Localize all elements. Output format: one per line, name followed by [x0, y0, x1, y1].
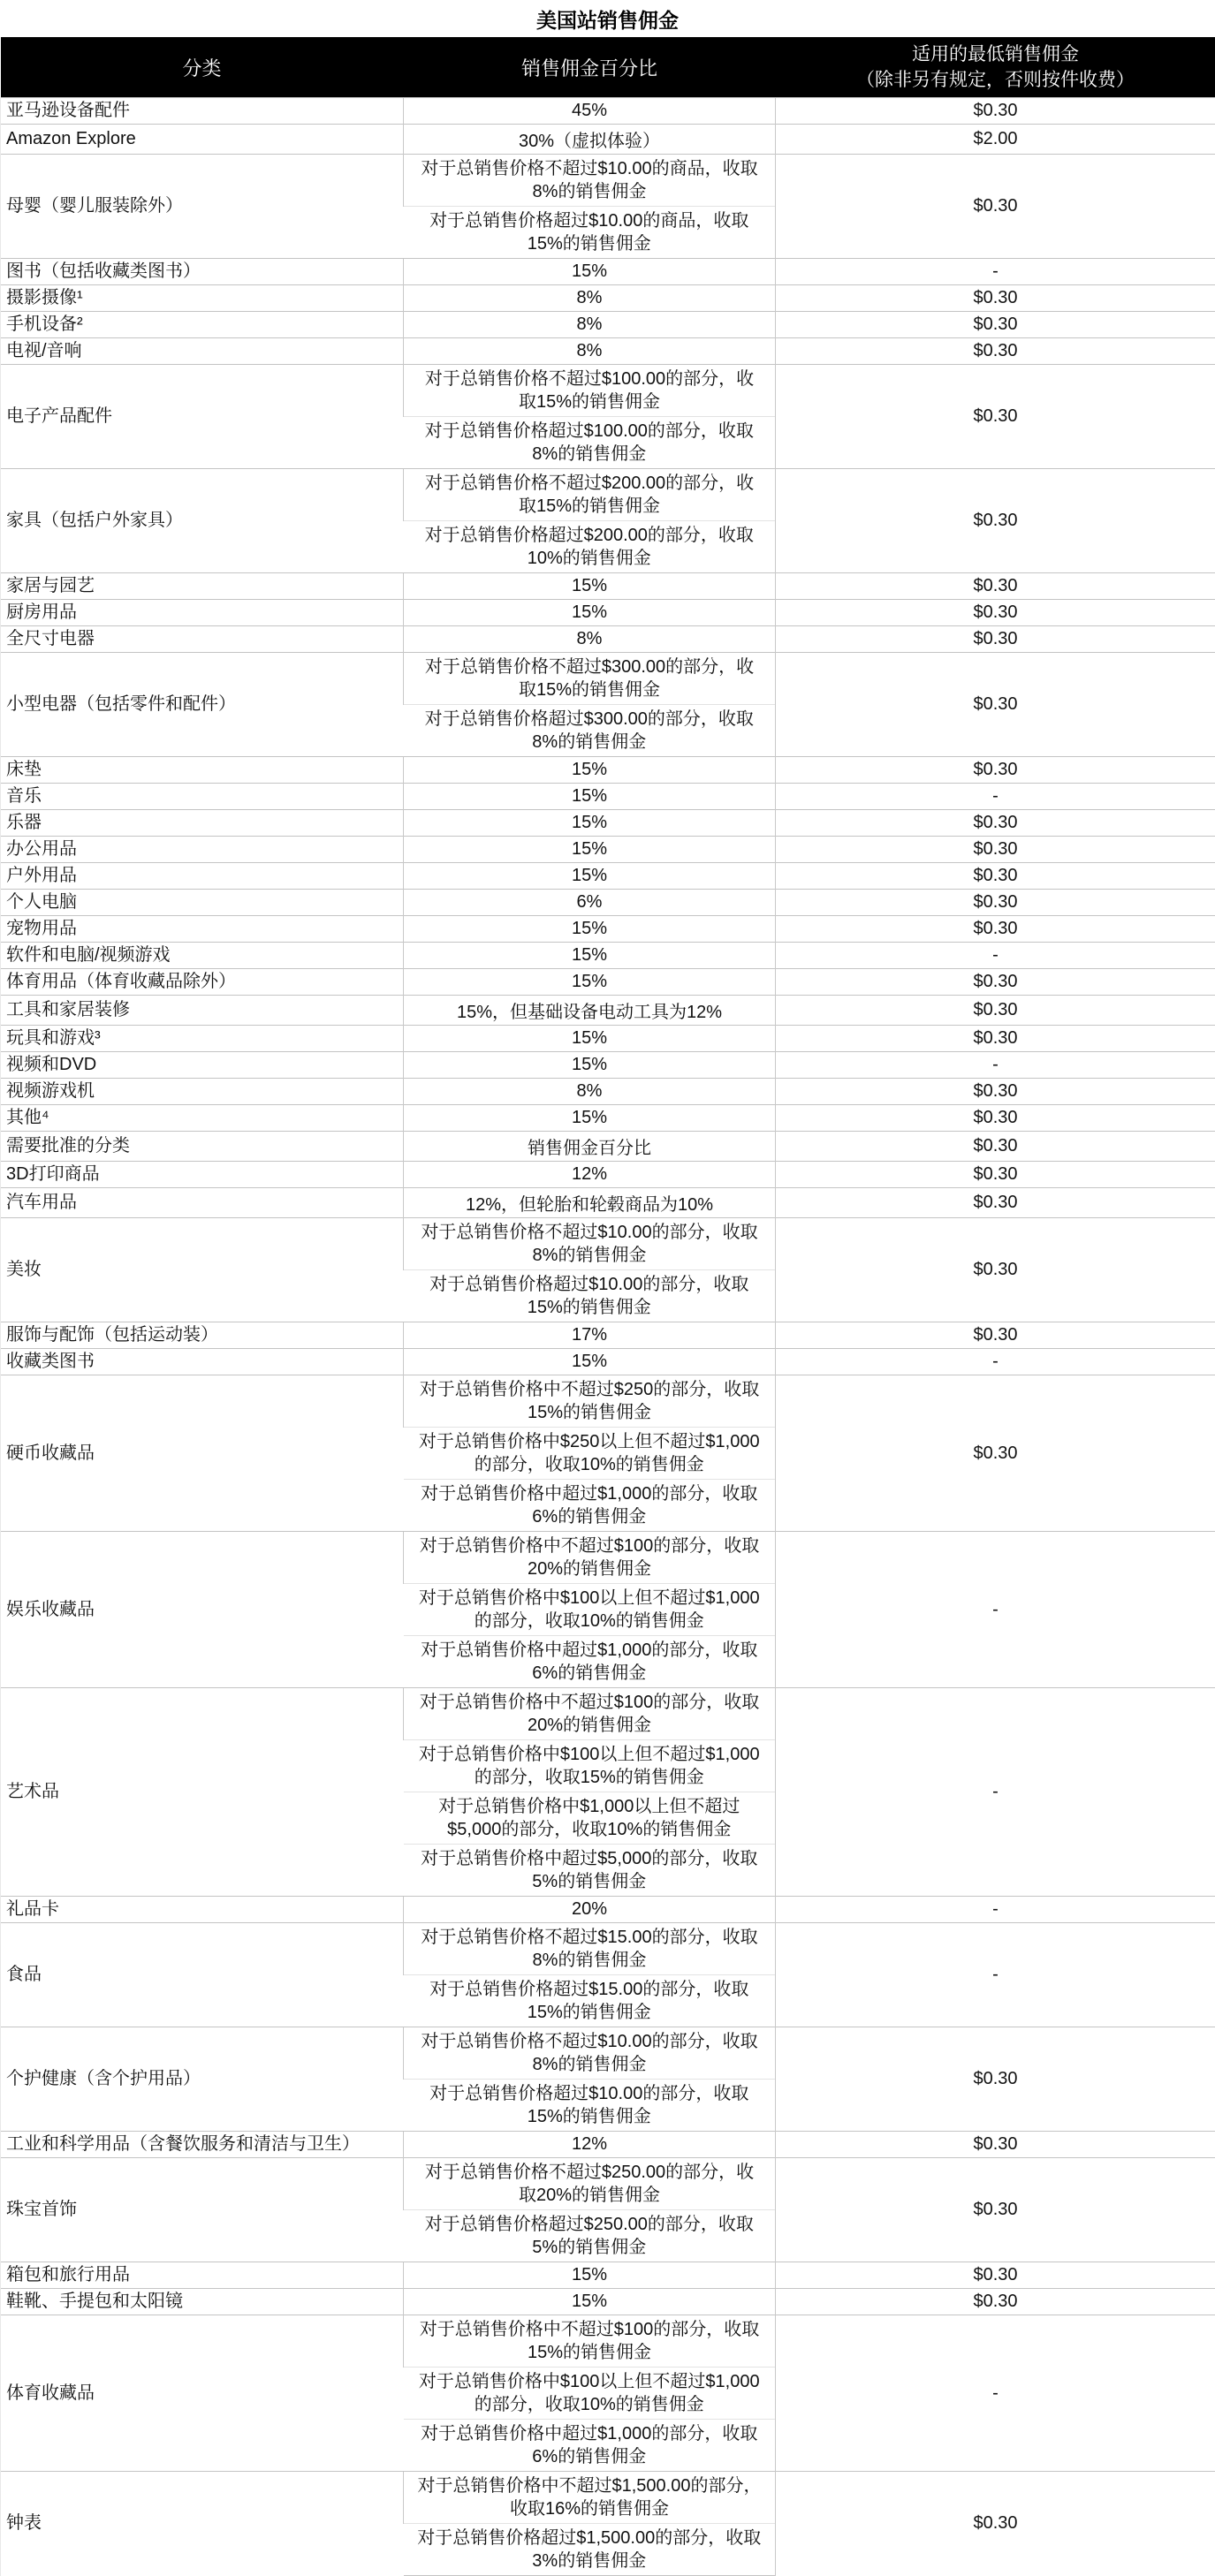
header-category: 分类: [1, 37, 404, 98]
rate-cell: 对于总销售价格中不超过$100的部分，收取20%的销售佣金: [404, 1532, 776, 1584]
min-fee-cell: -: [776, 1688, 1215, 1897]
table-row: [1, 653, 1215, 705]
rate-cell: 对于总销售价格超过$100.00的部分，收取8%的销售佣金: [404, 417, 776, 469]
table-row: [1, 810, 1215, 837]
category-cell: 3D打印商品: [1, 1162, 404, 1188]
table-row: [1, 1188, 1215, 1218]
rate-cell: 对于总销售价格不超过$100.00的部分，收取15%的销售佣金: [404, 365, 776, 417]
rate-cell: 15%: [404, 573, 776, 600]
rate-cell: 6%: [404, 890, 776, 916]
table-row: [1, 365, 1215, 417]
min-fee-cell: $0.30: [776, 312, 1215, 338]
table-row: [1, 1897, 1215, 1923]
table-row: [1, 784, 1215, 810]
rate-cell: 15%: [404, 2289, 776, 2315]
min-fee-cell: $0.30: [776, 863, 1215, 890]
table-row: [1, 863, 1215, 890]
table-row: [1, 1026, 1215, 1052]
min-fee-cell: $0.30: [776, 1162, 1215, 1188]
category-cell: 鞋靴、手提包和太阳镜: [1, 2289, 404, 2315]
rate-cell: 15%: [404, 259, 776, 285]
rate-cell: 17%: [404, 1322, 776, 1349]
rate-cell: 15%，但基础设备电动工具为12%: [404, 996, 776, 1026]
rate-cell: 对于总销售价格中不超过$250的部分，收取15%的销售佣金: [404, 1375, 776, 1428]
rate-cell: 对于总销售价格不超过$10.00的部分，收取8%的销售佣金: [404, 1218, 776, 1270]
category-cell: 母婴（婴儿服装除外）: [1, 155, 404, 259]
rate-cell: 30%（虚拟体验）: [404, 125, 776, 155]
rate-cell: 对于总销售价格超过$15.00的部分，收取15%的销售佣金: [404, 1975, 776, 2027]
min-fee-cell: $0.30: [776, 1322, 1215, 1349]
category-cell: 亚马逊设备配件: [1, 98, 404, 125]
table-row: [1, 600, 1215, 626]
rate-cell: 对于总销售价格超过$1,500.00的部分，收取3%的销售佣金: [404, 2524, 776, 2576]
min-fee-cell: $0.30: [776, 1375, 1215, 1532]
category-cell: 小型电器（包括零件和配件）: [1, 653, 404, 757]
category-cell: 娱乐收藏品: [1, 1532, 404, 1688]
category-cell: 户外用品: [1, 863, 404, 890]
min-fee-cell: $0.30: [776, 469, 1215, 573]
min-fee-cell: -: [776, 1052, 1215, 1079]
rate-cell: 对于总销售价格中不超过$100的部分，收取15%的销售佣金: [404, 2315, 776, 2368]
rate-cell: 15%: [404, 1105, 776, 1132]
rate-cell: 15%: [404, 600, 776, 626]
category-cell: 家居与园艺: [1, 573, 404, 600]
category-cell: 汽车用品: [1, 1188, 404, 1218]
min-fee-cell: -: [776, 1897, 1215, 1923]
category-cell: 乐器: [1, 810, 404, 837]
table-row: [1, 338, 1215, 365]
rate-cell: 对于总销售价格超过$10.00的部分，收取15%的销售佣金: [404, 2080, 776, 2132]
table-row: [1, 2158, 1215, 2210]
rate-cell: 12%，但轮胎和轮毂商品为10%: [404, 1188, 776, 1218]
rate-cell: 对于总销售价格中超过$5,000的部分，收取5%的销售佣金: [404, 1845, 776, 1897]
table-row: [1, 969, 1215, 996]
category-cell: 钟表: [1, 2472, 404, 2576]
table-row: [1, 573, 1215, 600]
table-row: [1, 312, 1215, 338]
rate-cell: 15%: [404, 1349, 776, 1375]
table-row: [1, 2027, 1215, 2080]
rate-cell: 15%: [404, 837, 776, 863]
category-cell: 需要批准的分类: [1, 1132, 404, 1162]
fee-table: [0, 37, 1215, 2576]
table-row: [1, 626, 1215, 653]
min-fee-cell: $0.30: [776, 757, 1215, 784]
rate-cell: 12%: [404, 2132, 776, 2158]
category-cell: 全尺寸电器: [1, 626, 404, 653]
page-title: 美国站销售佣金: [0, 0, 1215, 37]
header-min-fee-line1: 适用的最低销售佣金: [781, 42, 1211, 67]
rate-cell: 对于总销售价格超过$10.00的商品，收取15%的销售佣金: [404, 207, 776, 259]
category-cell: 手机设备²: [1, 312, 404, 338]
table-row: [1, 2262, 1215, 2289]
table-row: [1, 1162, 1215, 1188]
rate-cell: 12%: [404, 1162, 776, 1188]
rate-cell: 15%: [404, 1026, 776, 1052]
min-fee-cell: $0.30: [776, 626, 1215, 653]
min-fee-cell: -: [776, 784, 1215, 810]
min-fee-cell: $0.30: [776, 1132, 1215, 1162]
category-cell: 工具和家居装修: [1, 996, 404, 1026]
min-fee-cell: -: [776, 1923, 1215, 2027]
rate-cell: 8%: [404, 1079, 776, 1105]
category-cell: 视频游戏机: [1, 1079, 404, 1105]
category-cell: 食品: [1, 1923, 404, 2027]
category-cell: 家具（包括户外家具）: [1, 469, 404, 573]
rate-cell: 8%: [404, 312, 776, 338]
min-fee-cell: $0.30: [776, 653, 1215, 757]
category-cell: 视频和DVD: [1, 1052, 404, 1079]
table-row: [1, 890, 1215, 916]
min-fee-cell: -: [776, 2315, 1215, 2472]
table-row: [1, 2315, 1215, 2368]
category-cell: 宠物用品: [1, 916, 404, 943]
table-row: [1, 1322, 1215, 1349]
min-fee-cell: $0.30: [776, 837, 1215, 863]
category-cell: 个护健康（含个护用品）: [1, 2027, 404, 2132]
min-fee-cell: $0.30: [776, 916, 1215, 943]
min-fee-cell: $0.30: [776, 155, 1215, 259]
category-cell: 音乐: [1, 784, 404, 810]
min-fee-cell: $2.00: [776, 125, 1215, 155]
rate-cell: 15%: [404, 1052, 776, 1079]
rate-cell: 15%: [404, 784, 776, 810]
category-cell: 办公用品: [1, 837, 404, 863]
min-fee-cell: $0.30: [776, 338, 1215, 365]
category-cell: 箱包和旅行用品: [1, 2262, 404, 2289]
rate-cell: 对于总销售价格不超过$15.00的部分，收取8%的销售佣金: [404, 1923, 776, 1975]
table-row: [1, 1532, 1215, 1584]
category-cell: 图书（包括收藏类图书）: [1, 259, 404, 285]
category-cell: Amazon Explore: [1, 125, 404, 155]
table-row: [1, 943, 1215, 969]
header-row: [1, 37, 1215, 98]
table-row: [1, 1132, 1215, 1162]
table-row: [1, 125, 1215, 155]
table-row: [1, 1218, 1215, 1270]
category-cell: 收藏类图书: [1, 1349, 404, 1375]
rate-cell: 对于总销售价格中超过$1,000的部分，收取6%的销售佣金: [404, 1636, 776, 1688]
rate-cell: 20%: [404, 1897, 776, 1923]
min-fee-cell: $0.30: [776, 969, 1215, 996]
table-row: [1, 155, 1215, 207]
rate-cell: 8%: [404, 285, 776, 312]
min-fee-cell: $0.30: [776, 2132, 1215, 2158]
min-fee-cell: $0.30: [776, 890, 1215, 916]
min-fee-cell: $0.30: [776, 1079, 1215, 1105]
table-row: [1, 1052, 1215, 1079]
rate-cell: 15%: [404, 2262, 776, 2289]
min-fee-cell: -: [776, 1349, 1215, 1375]
rate-cell: 对于总销售价格中$250以上但不超过$1,000的部分，收取10%的销售佣金: [404, 1428, 776, 1480]
min-fee-cell: $0.30: [776, 1105, 1215, 1132]
category-cell: 体育用品（体育收藏品除外）: [1, 969, 404, 996]
min-fee-cell: $0.30: [776, 285, 1215, 312]
rate-cell: 销售佣金百分比: [404, 1132, 776, 1162]
rate-cell: 15%: [404, 916, 776, 943]
category-cell: 玩具和游戏³: [1, 1026, 404, 1052]
category-cell: 体育收藏品: [1, 2315, 404, 2472]
category-cell: 电视/音响: [1, 338, 404, 365]
category-cell: 电子产品配件: [1, 365, 404, 469]
rate-cell: 对于总销售价格中不超过$1,500.00的部分，收取16%的销售佣金: [404, 2472, 776, 2524]
table-row: [1, 1349, 1215, 1375]
fee-table-body: [1, 98, 1215, 2576]
min-fee-cell: $0.30: [776, 2262, 1215, 2289]
table-row: [1, 98, 1215, 125]
rate-cell: 15%: [404, 969, 776, 996]
category-cell: 个人电脑: [1, 890, 404, 916]
category-cell: 床垫: [1, 757, 404, 784]
category-cell: 硬币收藏品: [1, 1375, 404, 1532]
table-row: [1, 1105, 1215, 1132]
category-cell: 厨房用品: [1, 600, 404, 626]
min-fee-cell: $0.30: [776, 1218, 1215, 1322]
table-row: [1, 996, 1215, 1026]
table-row: [1, 837, 1215, 863]
table-row: [1, 2289, 1215, 2315]
table-row: [1, 285, 1215, 312]
table-row: [1, 259, 1215, 285]
header-min-fee-line2: （除非另有规定，否则按件收费）: [781, 67, 1211, 93]
min-fee-cell: $0.30: [776, 600, 1215, 626]
min-fee-cell: $0.30: [776, 365, 1215, 469]
rate-cell: 对于总销售价格中$1,000以上但不超过$5,000的部分，收取10%的销售佣金: [404, 1792, 776, 1845]
rate-cell: 45%: [404, 98, 776, 125]
min-fee-cell: -: [776, 1532, 1215, 1688]
rate-cell: 对于总销售价格超过$10.00的部分，收取15%的销售佣金: [404, 1270, 776, 1322]
min-fee-cell: -: [776, 943, 1215, 969]
category-cell: 摄影摄像¹: [1, 285, 404, 312]
table-row: [1, 916, 1215, 943]
rate-cell: 对于总销售价格不超过$10.00的部分，收取8%的销售佣金: [404, 2027, 776, 2080]
min-fee-cell: $0.30: [776, 2158, 1215, 2262]
rate-cell: 对于总销售价格中超过$1,000的部分，收取6%的销售佣金: [404, 2420, 776, 2472]
rate-cell: 对于总销售价格超过$300.00的部分，收取8%的销售佣金: [404, 705, 776, 757]
min-fee-cell: $0.30: [776, 2472, 1215, 2576]
category-cell: 软件和电脑/视频游戏: [1, 943, 404, 969]
category-cell: 艺术品: [1, 1688, 404, 1897]
rate-cell: 15%: [404, 863, 776, 890]
rate-cell: 8%: [404, 338, 776, 365]
header-min-fee: [776, 37, 1215, 98]
table-row: [1, 757, 1215, 784]
min-fee-cell: $0.30: [776, 1188, 1215, 1218]
min-fee-cell: $0.30: [776, 2289, 1215, 2315]
rate-cell: 对于总销售价格超过$200.00的部分，收取10%的销售佣金: [404, 521, 776, 573]
table-row: [1, 2132, 1215, 2158]
category-cell: 礼品卡: [1, 1897, 404, 1923]
rate-cell: 15%: [404, 810, 776, 837]
table-row: [1, 1923, 1215, 1975]
header-rate: 销售佣金百分比: [404, 37, 776, 98]
min-fee-cell: -: [776, 259, 1215, 285]
min-fee-cell: $0.30: [776, 573, 1215, 600]
min-fee-cell: $0.30: [776, 1026, 1215, 1052]
rate-cell: 对于总销售价格中不超过$100的部分，收取20%的销售佣金: [404, 1688, 776, 1740]
category-cell: 美妆: [1, 1218, 404, 1322]
rate-cell: 8%: [404, 626, 776, 653]
min-fee-cell: $0.30: [776, 996, 1215, 1026]
table-row: [1, 1688, 1215, 1740]
rate-cell: 对于总销售价格超过$250.00的部分，收取5%的销售佣金: [404, 2210, 776, 2262]
rate-cell: 对于总销售价格不超过$300.00的部分，收取15%的销售佣金: [404, 653, 776, 705]
rate-cell: 对于总销售价格中$100以上但不超过$1,000的部分，收取10%的销售佣金: [404, 2368, 776, 2420]
min-fee-cell: $0.30: [776, 98, 1215, 125]
rate-cell: 对于总销售价格不超过$250.00的部分，收取20%的销售佣金: [404, 2158, 776, 2210]
rate-cell: 对于总销售价格不超过$200.00的部分，收取15%的销售佣金: [404, 469, 776, 521]
table-row: [1, 1079, 1215, 1105]
rate-cell: 15%: [404, 757, 776, 784]
table-row: [1, 1375, 1215, 1428]
category-cell: 工业和科学用品（含餐饮服务和清洁与卫生）: [1, 2132, 404, 2158]
rate-cell: 对于总销售价格中$100以上但不超过$1,000的部分，收取15%的销售佣金: [404, 1740, 776, 1792]
table-row: [1, 2472, 1215, 2524]
rate-cell: 对于总销售价格中$100以上但不超过$1,000的部分，收取10%的销售佣金: [404, 1584, 776, 1636]
rate-cell: 对于总销售价格中超过$1,000的部分，收取6%的销售佣金: [404, 1480, 776, 1532]
table-row: [1, 469, 1215, 521]
min-fee-cell: $0.30: [776, 2027, 1215, 2132]
min-fee-cell: $0.30: [776, 810, 1215, 837]
rate-cell: 对于总销售价格不超过$10.00的商品，收取8%的销售佣金: [404, 155, 776, 207]
category-cell: 服饰与配饰（包括运动装）: [1, 1322, 404, 1349]
rate-cell: 15%: [404, 943, 776, 969]
category-cell: 其他⁴: [1, 1105, 404, 1132]
category-cell: 珠宝首饰: [1, 2158, 404, 2262]
